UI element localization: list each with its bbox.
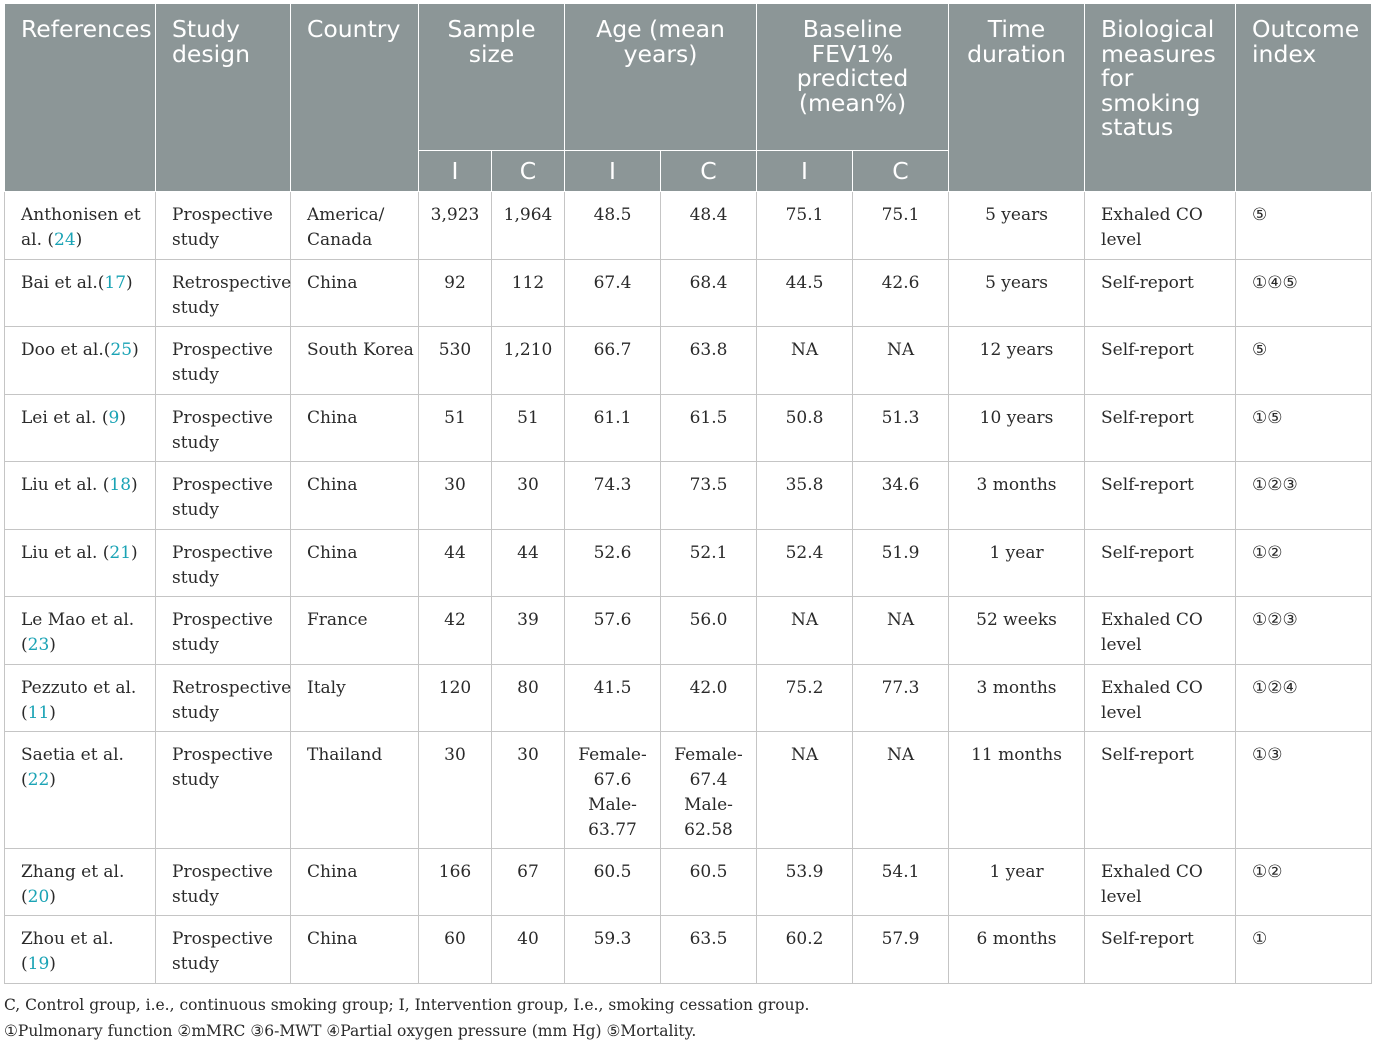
fev1-i-cell: 75.1 [757, 192, 853, 260]
fev1-i-cell: NA [757, 732, 853, 849]
sample-size-i-cell: 530 [419, 327, 492, 395]
outcome-index-cell: ⑤ [1236, 192, 1372, 260]
header-baseline-fev1: Baseline FEV1% predicted (mean%) [757, 4, 949, 151]
country-cell: China [291, 530, 419, 597]
table-row [5, 260, 1372, 327]
sample-size-i-cell: 3,923 [419, 192, 492, 260]
header-sample-size: Sample size [419, 4, 565, 151]
outcome-index-cell: ①③ [1236, 732, 1372, 849]
age-i-cell: 52.6 [565, 530, 661, 597]
fev1-c-cell: 51.3 [853, 395, 949, 462]
reference-cell [5, 849, 156, 916]
outcome-index-cell: ① [1236, 916, 1372, 984]
country-cell: China [291, 260, 419, 327]
footnotes [4, 992, 809, 1044]
author-text: Le Mao et al. ( [21, 610, 135, 655]
fev1-c-cell: 54.1 [853, 849, 949, 916]
fev1-i-cell: 52.4 [757, 530, 853, 597]
biological-measures-cell: Self-report [1085, 327, 1236, 395]
author-text: Doo et al.( [21, 340, 111, 360]
citation-close: ) [49, 887, 56, 907]
header-study-design: Study design [156, 4, 291, 192]
fev1-c-cell: 77.3 [853, 665, 949, 732]
time-duration-cell: 12 years [949, 327, 1085, 395]
study-design-cell: Prospective study [156, 462, 291, 530]
age-c-cell: 73.5 [661, 462, 757, 530]
country-cell: America/ Canada [291, 192, 419, 260]
sample-size-c-cell: 1,210 [492, 327, 565, 395]
reference-cell [5, 665, 156, 732]
fev1-c-cell: 34.6 [853, 462, 949, 530]
sample-size-c-cell: 67 [492, 849, 565, 916]
sample-size-c-cell: 80 [492, 665, 565, 732]
age-i-cell: 61.1 [565, 395, 661, 462]
time-duration-cell: 10 years [949, 395, 1085, 462]
age-c-cell: 52.1 [661, 530, 757, 597]
country-cell: China [291, 849, 419, 916]
age-i-cell: 57.6 [565, 597, 661, 665]
sample-size-c-cell: 44 [492, 530, 565, 597]
age-c-cell: 60.5 [661, 849, 757, 916]
time-duration-cell: 1 year [949, 849, 1085, 916]
fev1-c-cell: 57.9 [853, 916, 949, 984]
reference-cell [5, 327, 156, 395]
biological-measures-cell: Self-report [1085, 530, 1236, 597]
subheader-fev-c: C [853, 151, 949, 192]
outcome-index-cell: ①②③ [1236, 462, 1372, 530]
sample-size-c-cell: 51 [492, 395, 565, 462]
sample-size-c-cell: 112 [492, 260, 565, 327]
fev1-i-cell: 50.8 [757, 395, 853, 462]
age-c-cell: 63.5 [661, 916, 757, 984]
header-outcome-index: Outcome index [1236, 4, 1372, 192]
reference-cell [5, 192, 156, 260]
fev1-c-cell: NA [853, 597, 949, 665]
header-biological-measures: Biological measures for smoking status [1085, 4, 1236, 192]
sample-size-i-cell: 30 [419, 462, 492, 530]
study-characteristics-table-container [4, 3, 1371, 984]
age-c-cell: 48.4 [661, 192, 757, 260]
fev1-c-cell: NA [853, 327, 949, 395]
table-row [5, 665, 1372, 732]
outcome-index-cell: ①② [1236, 849, 1372, 916]
author-text: Liu et al. ( [21, 543, 110, 563]
biological-measures-cell: Self-report [1085, 260, 1236, 327]
table-header [5, 4, 1372, 192]
sample-size-c-cell: 30 [492, 732, 565, 849]
subheader-fev-i: I [757, 151, 853, 192]
citation-link[interactable]: 19 [27, 954, 50, 974]
age-i-cell: Female- 67.6 Male- 63.77 [565, 732, 661, 849]
country-cell: France [291, 597, 419, 665]
sample-size-c-cell: 30 [492, 462, 565, 530]
author-text: Anthonisen et al. ( [21, 205, 141, 250]
study-design-cell: Prospective study [156, 916, 291, 984]
study-design-cell: Retrospective study [156, 665, 291, 732]
study-characteristics-table [4, 3, 1372, 984]
fev1-c-cell: 75.1 [853, 192, 949, 260]
citation-link[interactable]: 11 [27, 703, 50, 723]
country-cell: China [291, 462, 419, 530]
study-design-cell: Prospective study [156, 732, 291, 849]
table-row [5, 395, 1372, 462]
fev1-c-cell: NA [853, 732, 949, 849]
age-i-cell: 41.5 [565, 665, 661, 732]
citation-link[interactable]: 17 [104, 273, 127, 293]
time-duration-cell: 5 years [949, 260, 1085, 327]
country-cell: Thailand [291, 732, 419, 849]
biological-measures-cell: Exhaled CO level [1085, 849, 1236, 916]
age-i-cell: 59.3 [565, 916, 661, 984]
reference-cell [5, 462, 156, 530]
age-c-cell: Female- 67.4 Male- 62.58 [661, 732, 757, 849]
biological-measures-cell: Self-report [1085, 732, 1236, 849]
reference-cell [5, 916, 156, 984]
header-age: Age (mean years) [565, 4, 757, 151]
country-cell: China [291, 916, 419, 984]
header-time-duration: Time duration [949, 4, 1085, 192]
biological-measures-cell: Exhaled CO level [1085, 192, 1236, 260]
age-i-cell: 48.5 [565, 192, 661, 260]
header-references: References [5, 4, 156, 192]
table-row [5, 732, 1372, 849]
fev1-i-cell: 44.5 [757, 260, 853, 327]
author-text: Bai et al.( [21, 273, 105, 293]
citation-close: ) [75, 230, 83, 250]
sample-size-i-cell: 120 [419, 665, 492, 732]
header-country: Country [291, 4, 419, 192]
author-text: Liu et al. ( [21, 475, 110, 495]
author-text: Pezzuto et al. ( [21, 678, 137, 723]
country-cell: China [291, 395, 419, 462]
sample-size-i-cell: 30 [419, 732, 492, 849]
sample-size-i-cell: 44 [419, 530, 492, 597]
sample-size-i-cell: 92 [419, 260, 492, 327]
biological-measures-cell: Exhaled CO level [1085, 597, 1236, 665]
author-text: Saetia et al. ( [21, 745, 124, 790]
citation-link[interactable]: 20 [27, 887, 50, 907]
country-cell: Italy [291, 665, 419, 732]
study-design-cell: Prospective study [156, 395, 291, 462]
fev1-i-cell: NA [757, 597, 853, 665]
citation-link[interactable]: 18 [109, 475, 132, 495]
citation-close: ) [49, 635, 56, 655]
sample-size-c-cell: 40 [492, 916, 565, 984]
citation-close: ) [49, 703, 56, 723]
table-row [5, 916, 1372, 984]
citation-close: ) [126, 273, 133, 293]
table-row [5, 462, 1372, 530]
sample-size-c-cell: 39 [492, 597, 565, 665]
citation-link[interactable]: 9 [108, 408, 120, 428]
sample-size-i-cell: 51 [419, 395, 492, 462]
citation-link[interactable]: 22 [27, 770, 50, 790]
study-design-cell: Retrospective study [156, 260, 291, 327]
age-c-cell: 63.8 [661, 327, 757, 395]
citation-close: ) [131, 543, 138, 563]
citation-close: ) [132, 340, 139, 360]
author-text: Zhang et al. ( [21, 862, 125, 907]
table-body [5, 192, 1372, 984]
reference-cell [5, 260, 156, 327]
biological-measures-cell: Self-report [1085, 916, 1236, 984]
citation-close: ) [119, 408, 126, 428]
outcome-index-cell: ①② [1236, 530, 1372, 597]
sample-size-c-cell: 1,964 [492, 192, 565, 260]
subheader-age-i: I [565, 151, 661, 192]
study-design-cell: Prospective study [156, 530, 291, 597]
author-text: Lei et al. ( [21, 408, 109, 428]
sample-size-i-cell: 42 [419, 597, 492, 665]
study-design-cell: Prospective study [156, 192, 291, 260]
citation-close: ) [49, 954, 56, 974]
biological-measures-cell: Exhaled CO level [1085, 665, 1236, 732]
reference-cell [5, 597, 156, 665]
author-text: Zhou et al. ( [21, 929, 114, 974]
fev1-i-cell: 35.8 [757, 462, 853, 530]
study-design-cell: Prospective study [156, 597, 291, 665]
citation-link[interactable]: 23 [27, 635, 50, 655]
outcome-index-cell: ①⑤ [1236, 395, 1372, 462]
age-c-cell: 56.0 [661, 597, 757, 665]
age-c-cell: 42.0 [661, 665, 757, 732]
citation-link[interactable]: 21 [109, 543, 132, 563]
reference-cell [5, 732, 156, 849]
age-c-cell: 61.5 [661, 395, 757, 462]
reference-cell [5, 530, 156, 597]
fev1-i-cell: 75.2 [757, 665, 853, 732]
time-duration-cell: 3 months [949, 462, 1085, 530]
outcome-index-cell: ①④⑤ [1236, 260, 1372, 327]
biological-measures-cell: Self-report [1085, 395, 1236, 462]
time-duration-cell: 3 months [949, 665, 1085, 732]
fev1-i-cell: NA [757, 327, 853, 395]
study-design-cell: Prospective study [156, 849, 291, 916]
subheader-sample-i: I [419, 151, 492, 192]
subheader-age-c: C [661, 151, 757, 192]
citation-link[interactable]: 24 [54, 230, 76, 250]
time-duration-cell: 5 years [949, 192, 1085, 260]
table-row [5, 597, 1372, 665]
sample-size-i-cell: 166 [419, 849, 492, 916]
fev1-i-cell: 53.9 [757, 849, 853, 916]
fev1-i-cell: 60.2 [757, 916, 853, 984]
citation-link[interactable]: 25 [110, 340, 133, 360]
fev1-c-cell: 42.6 [853, 260, 949, 327]
outcome-index-cell: ⑤ [1236, 327, 1372, 395]
time-duration-cell: 6 months [949, 916, 1085, 984]
citation-close: ) [131, 475, 138, 495]
citation-close: ) [49, 770, 56, 790]
reference-cell [5, 395, 156, 462]
footnote-outcome-legend: ①Pulmonary function ②mMRC ③6-MWT ④Partial oxygen pressure (mm Hg) ⑤Mortality. [4, 1022, 697, 1040]
table-row [5, 192, 1372, 260]
table-row [5, 327, 1372, 395]
age-c-cell: 68.4 [661, 260, 757, 327]
subheader-sample-c: C [492, 151, 565, 192]
time-duration-cell: 11 months [949, 732, 1085, 849]
outcome-index-cell: ①②③ [1236, 597, 1372, 665]
fev1-c-cell: 51.9 [853, 530, 949, 597]
age-i-cell: 67.4 [565, 260, 661, 327]
biological-measures-cell: Self-report [1085, 462, 1236, 530]
footnote-abbreviations: C, Control group, i.e., continuous smoking group; I, Intervention group, I.e., smoking cessation group. [4, 996, 810, 1014]
age-i-cell: 74.3 [565, 462, 661, 530]
study-design-cell: Prospective study [156, 327, 291, 395]
table-row [5, 849, 1372, 916]
time-duration-cell: 1 year [949, 530, 1085, 597]
time-duration-cell: 52 weeks [949, 597, 1085, 665]
age-i-cell: 66.7 [565, 327, 661, 395]
age-i-cell: 60.5 [565, 849, 661, 916]
sample-size-i-cell: 60 [419, 916, 492, 984]
outcome-index-cell: ①②④ [1236, 665, 1372, 732]
table-row [5, 530, 1372, 597]
country-cell: South Korea [291, 327, 419, 395]
